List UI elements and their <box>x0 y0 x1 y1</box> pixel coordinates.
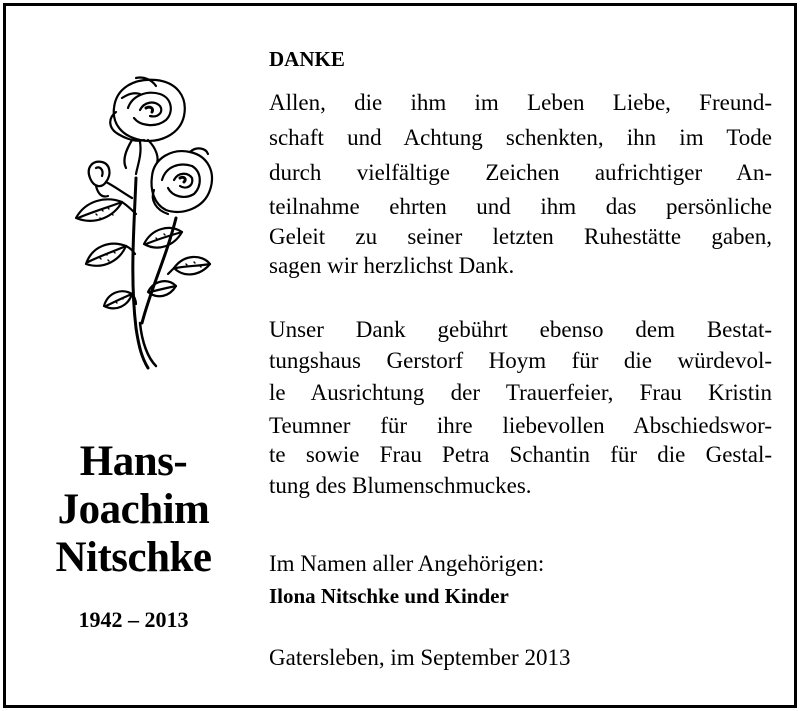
text-line: durch vielfältige Zeichen aufrichtiger An- <box>269 160 772 185</box>
text-line: le Ausrichtung der Trauerfeier, Frau Kristin <box>269 380 772 405</box>
text-line: tungshaus Gerstorf Hoym für die würdevol- <box>269 348 772 373</box>
roses-illustration-icon <box>56 68 216 378</box>
place-and-date: Gatersleben, im September 2013 <box>269 645 571 670</box>
text-line: Unser Dank gebührt ebenso dem Bestat- <box>269 317 772 342</box>
text-line: Allen, die ihm im Leben Liebe, Freund- <box>269 90 772 115</box>
signature-intro: Im Namen aller Angehörigen: <box>269 551 545 576</box>
text-line: tung des Blumenschmuckes. <box>269 473 532 498</box>
life-dates: 1942 – 2013 <box>78 607 189 632</box>
deceased-name-line-1: Hans- <box>79 438 188 485</box>
obituary-card <box>3 3 797 708</box>
text-line: Geleit zu seiner letzten Ruhestätte gaben, <box>269 224 772 249</box>
signature-names: Ilona Nitschke und Kinder <box>269 584 509 608</box>
text-line: Teumner für ihre liebevollen Abschiedswor- <box>269 413 772 438</box>
left-column <box>6 6 261 705</box>
deceased-name-line-2: Joachim <box>57 486 210 533</box>
heading: DANKE <box>269 47 345 71</box>
text-line: sagen wir herzlichst Dank. <box>269 253 515 278</box>
text-line: schaft und Achtung schenkten, ihn im Tode <box>269 125 772 150</box>
deceased-name-line-3: Nitschke <box>55 534 212 581</box>
text-line: teilnahme ehrten und ihm das persönliche <box>269 194 772 219</box>
text-line: te sowie Frau Petra Schantin für die Gestal- <box>269 442 772 467</box>
